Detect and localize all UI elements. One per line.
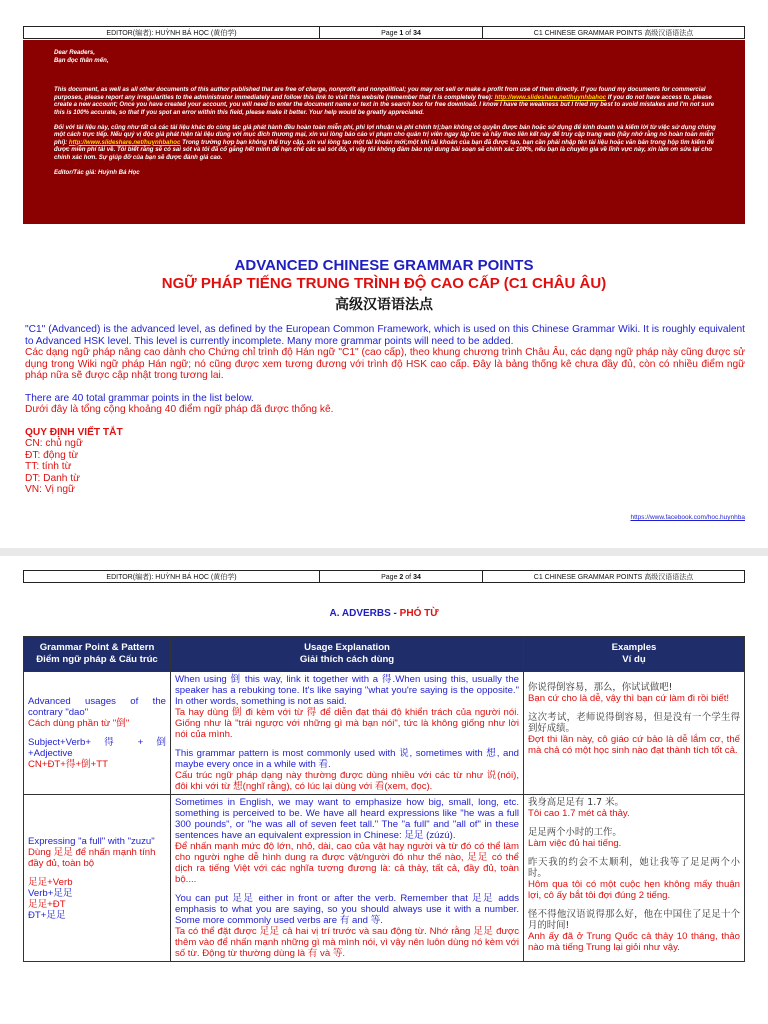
- notice-vi-text: Đối với tài liệu này, cũng như tất cả các tài liệu khác do cùng tác giả phát hành đều hoàn toàn miễn phí, phi lợi nhuận và phi chính trị;bạn không có quyền được bán hoặc sử dụng để kinh doanh và kiếm lời từ việc sử dụng chúng một cách trực tiếp. Nếu quý vị độc giả phát hiện tài liệu dùng với mục đích thương mại, xin vui lòng báo cáo vi phạm cho quản trị viên ngay lập tức và hãy theo liên kết này để truy cập trang web (hãy nhớ rằng nó hoàn toàn miễn phí):: [54, 123, 716, 146]
- facebook-link[interactable]: https://www.facebook.com/hoc.huynhba: [630, 514, 745, 521]
- abbr-item: DT: Danh từ: [25, 472, 80, 484]
- abbr-item: VN: Vị ngữ: [25, 484, 75, 495]
- header-editor: EDITOR(编者): HUỲNH BÁ HỌC (黄伯学): [24, 571, 320, 582]
- examples-cell: 你说得倒容易，那么，你试试做吧! Bạn cứ cho là dễ, vậy thì bạn cứ làm đi rồi biết! 这次考试，老师说得倒容易，但是没有一个学生得到好成绩。 Đợt thi lần này, cô giáo cứ bảo là dễ lắm cơ, thế mà chả có một học sinh nào đạt thành tích tốt cả.: [524, 672, 745, 795]
- abbr-title: QUY ĐỊNH VIẾT TẮT: [25, 426, 123, 438]
- grammar-point-cell: Expressing "a full" with "zuzu" Dùng 足足 để nhấn mạnh tính đầy đủ, toàn bộ 足足+Verb Verb+足足 足足+ĐT ĐT+足足: [24, 795, 171, 962]
- abbr-item: ĐT: động từ: [25, 449, 79, 461]
- intro-vi: Các dạng ngữ pháp nâng cao dành cho Chứng chỉ trình độ Hán ngữ "C1" (cao cấp), theo khung chương trình Châu Âu, các dạng ngữ pháp này cũng được sử dụng trong Wiki ngữ pháp Hán ngữ; nó cũng được xem tương đương với trình độ HSK cao cấp. Đây là bảng thống kê chưa đầy đủ, còn có nhiều điểm ngữ pháp nữa sẽ được cập nhật trong tương lai.: [25, 347, 745, 381]
- title-en: ADVANCED CHINESE GRAMMAR POINTS: [234, 257, 534, 274]
- header-grammar-point: Grammar Point & Pattern Điểm ngữ pháp & Cấu trúc: [24, 637, 171, 672]
- header-usage: Usage Explanation Giải thích cách dùng: [171, 637, 524, 672]
- section-title: A. ADVERBS - PHÓ TỪ: [329, 608, 439, 619]
- header-doc-title: C1 CHINESE GRAMMAR POINTS 高级汉语语法点: [533, 30, 694, 37]
- intro-en: "C1" (Advanced) is the advanced level, as defined by the European Common Framework, which is used on this Chinese Grammar Wiki. It is roughly equivalent to Advanced HSK level. This level is currently incomplete. Many more grammar points will need to be added.: [25, 324, 745, 347]
- intro-block: [25, 324, 745, 496]
- page-2: [0, 556, 768, 1024]
- table-row: [24, 672, 745, 795]
- usage-cell: Sometimes in English, we may want to emphasize how big, small, long, etc. something is perceived to be. We have all heard expressions like "he was a full 300 pounds", or "he was all of seven feet tall." The "a full" and "all of" in these sentences have an equivalent expression in Chinese: 足足 (zúzú). Để nhấn mạnh mức độ lớn, nhỏ, dài, cao của vật hay người và từ đó có thể làm cho người nghe dễ hình dung ra được vật/người đó như thế nào, 足足 có thể dịch ra tiếng Việt với các nghĩa tương đương là: cả thảy, tất cả, đầy đủ, toàn bộ.... You can put 足足 either in front or after the verb. Remember that 足足 adds emphasis to what you are saying, so you should always use it with a number. Some more commonly used verbs are 有 and 等. Ta có thể đặt được 足足 cả hai vị trí trước và sau động từ. Nhớ rằng 足足 được thêm vào để nhấn mạnh những gì mà mình nói, vì vậy nên luôn dùng nó kèm với số từ. Động từ thường dùng là 有 và 等.: [171, 795, 524, 962]
- notice-banner: Dear Readers, Bạn đọc thân mến, This document, as well as all other documents of this author published that are free of charge, nonprofit and nonpolitical; you may not sell or make a profit from use of them directly. If you found my documents for commercial purposes, please report any irregularities to the administrator immediately and follow this link to visit this website (remember that it is completely free): http://www.slideshare.net/huynhbahoc If you do not have access to, please create a new account; Once you have created your account, you will need to enter the document name or text in the search box for free download. I know I have the weakness but I tried my best to avoid mistakes and I'm not sure this is 100% accurate, so that If you spot an error within this field, please make it better. Your help would be greatly appreciated. Đối với tài liệu này, cũng như tất cả các tài liệu khác do cùng tác giả phát hành đều hoàn toàn miễn phí, phi lợi nhuận và phi chính trị;bạn không có quyền được bán hoặc sử dụng để kinh doanh và kiếm lời từ việc sử dụng chúng một cách trực tiếp. Nếu quý vị độc giả phát hiện tài liệu dùng với mục đích thương mại, xin vui lòng báo cáo vi phạm cho quản trị viên ngay lập tức và hãy theo liên kết này để truy cập trang web (hãy nhớ rằng nó hoàn toàn miễn phí): http://www.slideshare.net/huynhbahoc Trong trường hợp bạn không thể truy cập, xin vui lòng tạo một tài khoản mới;một khi tài khoản của bạn đã được tạo, bạn cần phải nhập tên tài liệu hoặc văn bản trong hộp tìm kiếm để được miễn phí tải về. Tôi biết rằng sẽ có sai sót và tôi đã cố gắng hết mình để hạn chế các sai sót đó, vì vậy tôi không đảm bảo nội dung bài soạn sẽ chính xác 100%, nếu bạn là chuyên gia về lĩnh vực này, xin làm ơn sửa lại cho chính xác hơn. Sự giúp đỡ của bạn sẽ được đánh giá cao. Editor/Tác giả: Huỳnh Bá Học: [23, 40, 745, 224]
- grammar-point-cell: Advanced usages of the contrary "dao" Cách dùng phần từ "倒" Subject+Verb+ 得 + 倒 +Adjective CN+ĐT+得+倒+TT: [24, 672, 171, 795]
- greeting-vi: Bạn đọc thân mến,: [54, 56, 109, 64]
- slideshare-link[interactable]: http://www.slideshare.net/huynhbahoc: [494, 93, 607, 101]
- abbr-item: TT: tính từ: [25, 461, 72, 472]
- slideshare-link-vi[interactable]: http://www.slideshare.net/huynhbahoc: [68, 138, 181, 146]
- table-row: [24, 795, 745, 962]
- header-page-number: Page 2 of 34: [320, 571, 483, 582]
- page-header: [23, 26, 745, 39]
- header-examples: Examples Ví dụ: [524, 637, 745, 672]
- grammar-table: [23, 636, 745, 962]
- notice-en-text: This document, as well as all other documents of this author published that are free of charge, nonprofit and nonpolitical; you may not sell or make a profit from use of them directly. If you found my documents for commercial purposes, please report any irregularities to the administrator immediately and follow this link to visit this website (remember that it is completely free):: [54, 86, 706, 101]
- abbr-item: CN: chủ ngữ: [25, 438, 83, 449]
- header-doc-title: C1 CHINESE GRAMMAR POINTS 高级汉语语法点: [533, 574, 694, 581]
- header-editor: EDITOR(编者): HUỲNH BÁ HỌC (黄伯学): [24, 27, 320, 38]
- count-vi: Dưới đây là tổng cộng khoảng 40 điểm ngữ pháp đã được thống kê.: [25, 404, 334, 415]
- title-vi: NGỮ PHÁP TIẾNG TRUNG TRÌNH ĐỘ CAO CẤP (C1 CHÂU ÂU): [161, 275, 607, 292]
- greeting-en: Dear Readers,: [54, 49, 95, 56]
- usage-cell: When using 倒 this way, link it together with a 得.When using this, usually the speaker has a rebuking tone. It's like saying "what you're saying is the opposite." In other words, something is not as said. Ta hay dùng 倒 đi kèm với từ 得 để diễn đạt thái độ khiển trách của người nói. Giống như là "trái ngược với những gì mà bạn nói", tức là không giống như lời nói của mình. This grammar pattern is most commonly used with 说, sometimes with 想, and maybe every once in a while with 看. Cấu trúc ngữ pháp dạng này thường được dùng nhiều với các từ như 说(nói), đôi khi với từ 想(nghĩ rằng), có lúc lại dùng với 看(xem, đọc).: [171, 672, 524, 795]
- title-zh: 高级汉语语法点: [335, 296, 433, 312]
- page-header: [23, 570, 745, 583]
- count-en: There are 40 total grammar points in the list below.: [25, 392, 254, 404]
- editor-signature: Editor/Tác giả: Huỳnh Bá Học: [54, 168, 140, 176]
- header-page-number: Page 1 of 34: [320, 27, 483, 38]
- examples-cell: 我身高足足有 1.7 米。 Tôi cao 1.7 mét cả thảy. 足足两个小时的工作。 Làm việc đủ hai tiếng. 昨天我的约会不太顺利，她让我等了足足两个小时。 Hôm qua tôi có một cuộc hẹn không mấy thuận lợi, cô ấy bắt tôi đợi đúng 2 tiếng. 怪不得他汉语说得那么好，他在中国住了足足十个月的时间! Anh ấy đã ở Trung Quốc cả thảy 10 tháng, thảo nào mà tiếng Trung lại giỏi như vậy.: [524, 795, 745, 962]
